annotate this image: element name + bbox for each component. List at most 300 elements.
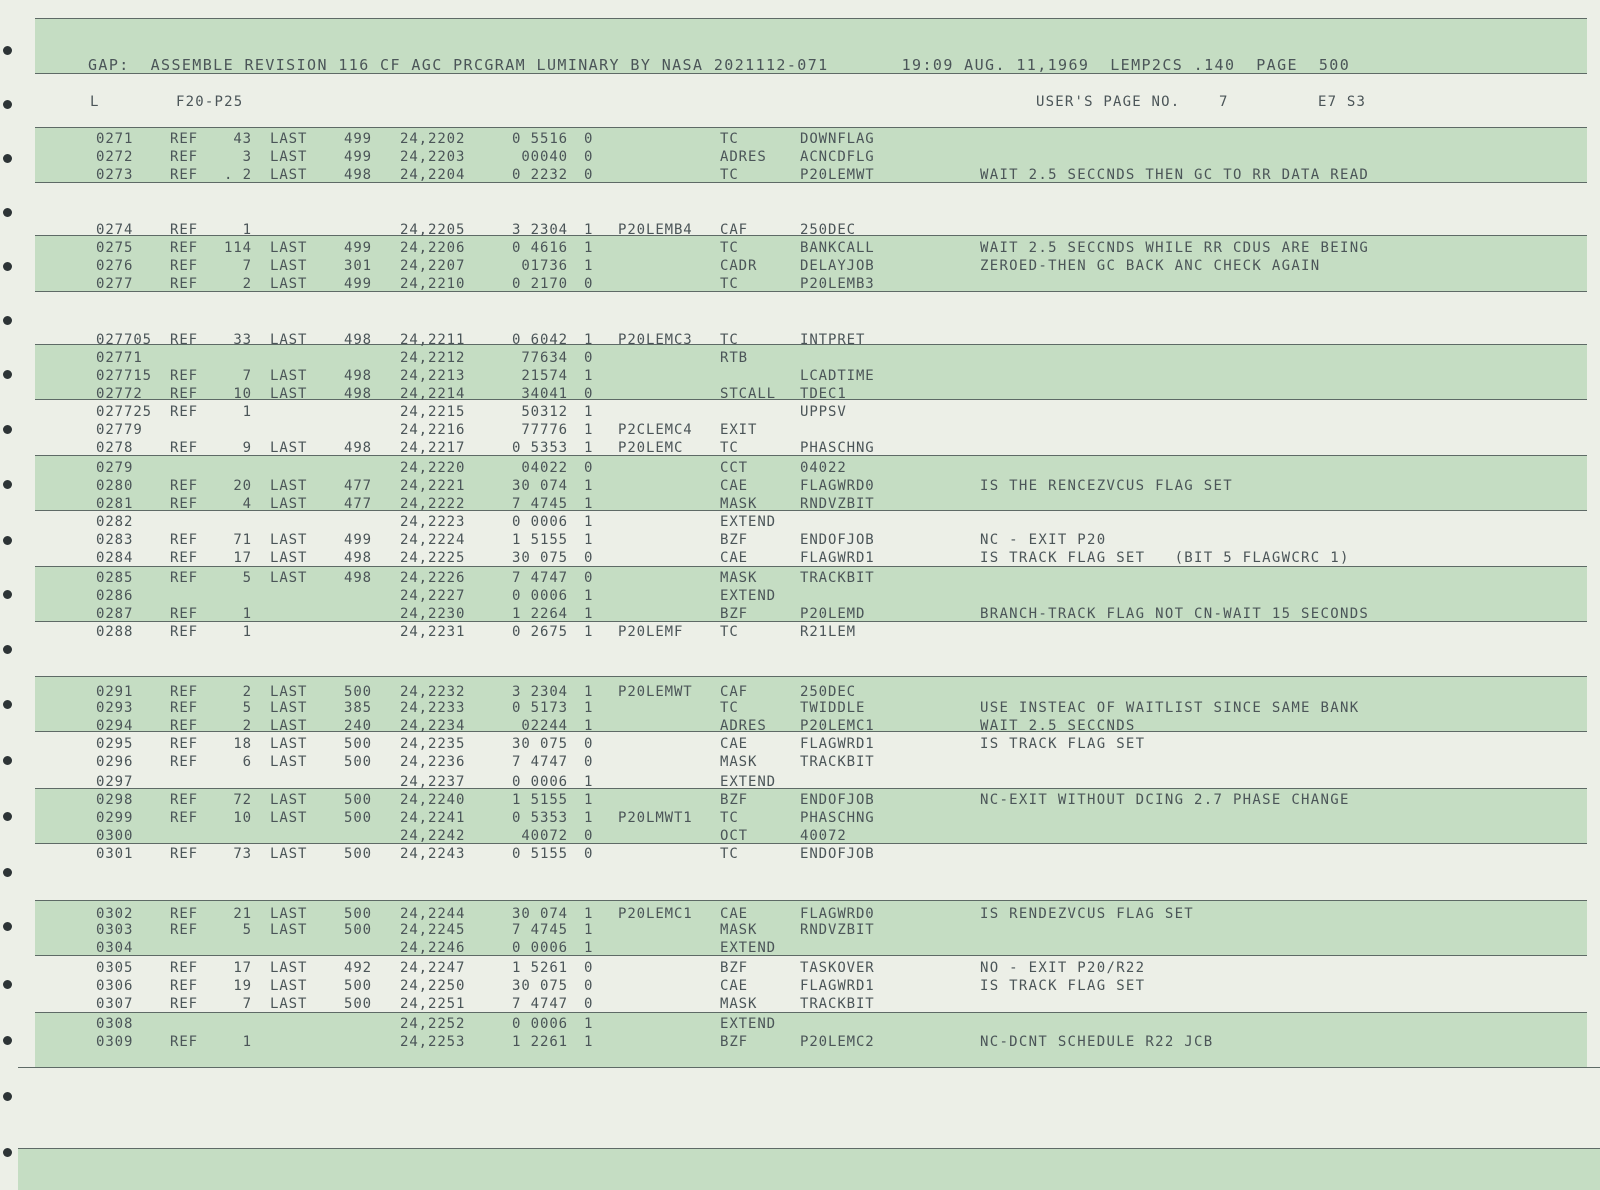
- last-keyword: LAST: [270, 386, 308, 402]
- last-keyword: LAST: [270, 332, 308, 348]
- octal-word: 7 4745: [512, 922, 568, 938]
- line-number: 0271: [96, 131, 134, 147]
- octal-word: 0 5516: [512, 131, 568, 147]
- memory-address: 24,2207: [400, 258, 466, 274]
- memory-address: 24,2232: [400, 684, 466, 700]
- ref-keyword: REF: [170, 149, 198, 165]
- listing-row: [0, 222, 1600, 241]
- parity-bit: 0: [584, 978, 594, 994]
- parity-bit: 0: [584, 846, 594, 862]
- ref-count: 7: [242, 368, 252, 384]
- memory-address: 24,2205: [400, 222, 466, 238]
- symbol-label: P2CLEMC4: [618, 422, 693, 438]
- parity-bit: 1: [584, 718, 594, 734]
- feed-hole: [3, 46, 12, 55]
- line-number: 0287: [96, 606, 134, 622]
- octal-word: 0 0006: [512, 774, 568, 790]
- memory-address: 24,2217: [400, 440, 466, 456]
- memory-address: 24,2216: [400, 422, 466, 438]
- ref-keyword: REF: [170, 846, 198, 862]
- last-line-number: 500: [344, 684, 372, 700]
- ref-count: 19: [233, 978, 252, 994]
- parity-bit: 1: [584, 332, 594, 348]
- operand: LCADTIME: [800, 368, 875, 384]
- last-keyword: LAST: [270, 810, 308, 826]
- opcode: TC: [720, 810, 739, 826]
- ref-keyword: REF: [170, 570, 198, 586]
- operand: FLAGWRD1: [800, 550, 875, 566]
- opcode: MASK: [720, 570, 758, 586]
- last-keyword: LAST: [270, 368, 308, 384]
- line-number: 0283: [96, 532, 134, 548]
- last-keyword: LAST: [270, 440, 308, 456]
- last-line-number: 499: [344, 149, 372, 165]
- operand: ENDOFJOB: [800, 532, 875, 548]
- last-keyword: LAST: [270, 570, 308, 586]
- parity-bit: 1: [584, 700, 594, 716]
- operand: TWIDDLE: [800, 700, 866, 716]
- octal-word: 1 2264: [512, 606, 568, 622]
- ref-count: 6: [242, 754, 252, 770]
- opcode: BZF: [720, 532, 748, 548]
- last-line-number: 500: [344, 810, 372, 826]
- green-band: [18, 1148, 1600, 1190]
- last-line-number: 492: [344, 960, 372, 976]
- ref-count: 2: [242, 684, 252, 700]
- user-page-number: USER'S PAGE NO. 7: [1036, 94, 1229, 110]
- last-keyword: LAST: [270, 846, 308, 862]
- last-keyword: LAST: [270, 240, 308, 256]
- parity-bit: 0: [584, 736, 594, 752]
- opcode: CAE: [720, 478, 748, 494]
- comment: WAIT 2.5 SECCNDS: [980, 718, 1136, 734]
- octal-word: 1 5155: [512, 532, 568, 548]
- memory-address: 24,2253: [400, 1034, 466, 1050]
- last-keyword: LAST: [270, 276, 308, 292]
- line-number: 0274: [96, 222, 134, 238]
- listing-row: [0, 700, 1600, 719]
- memory-address: 24,2220: [400, 460, 466, 476]
- listing-row: [0, 570, 1600, 589]
- operand: FLAGWRD1: [800, 978, 875, 994]
- line-number: 0296: [96, 754, 134, 770]
- last-line-number: 500: [344, 736, 372, 752]
- memory-address: 24,2242: [400, 828, 466, 844]
- opcode: MASK: [720, 922, 758, 938]
- comment: BRANCH-TRACK FLAG NOT CN-WAIT 15 SECONDS: [980, 606, 1370, 622]
- operand: TRACKBIT: [800, 754, 875, 770]
- line-number: 0302: [96, 906, 134, 922]
- last-line-number: 500: [344, 846, 372, 862]
- symbol-label: P20LEMWT: [618, 684, 693, 700]
- comment: IS TRACK FLAG SET (BIT 5 FLAGWCRC 1): [980, 550, 1350, 566]
- listing-row: [0, 167, 1600, 186]
- last-line-number: 477: [344, 478, 372, 494]
- last-keyword: LAST: [270, 478, 308, 494]
- ref-keyword: REF: [170, 700, 198, 716]
- opcode: BZF: [720, 960, 748, 976]
- opcode: CCT: [720, 460, 748, 476]
- ref-keyword: REF: [170, 496, 198, 512]
- last-keyword: LAST: [270, 532, 308, 548]
- octal-word: 1 5261: [512, 960, 568, 976]
- listing-row: [0, 276, 1600, 295]
- opcode: MASK: [720, 996, 758, 1012]
- line-number: 0305: [96, 960, 134, 976]
- last-keyword: LAST: [270, 978, 308, 994]
- line-number: 0276: [96, 258, 134, 274]
- last-keyword: LAST: [270, 684, 308, 700]
- listing-row: [0, 532, 1600, 551]
- memory-address: 24,2204: [400, 167, 466, 183]
- last-line-number: 499: [344, 131, 372, 147]
- opcode: STCALL: [720, 386, 776, 402]
- last-line-number: 498: [344, 332, 372, 348]
- ref-keyword: REF: [170, 276, 198, 292]
- octal-word: 02244: [521, 718, 568, 734]
- parity-bit: 0: [584, 386, 594, 402]
- opcode: TC: [720, 440, 739, 456]
- listing-row: [0, 1016, 1600, 1035]
- ref-count: 20: [233, 478, 252, 494]
- parity-bit: 1: [584, 514, 594, 530]
- listing-row: [0, 496, 1600, 515]
- operand: DOWNFLAG: [800, 131, 875, 147]
- comment: IS THE RENCEZVCUS FLAG SET: [980, 478, 1233, 494]
- parity-bit: 1: [584, 258, 594, 274]
- listing-row: [0, 149, 1600, 168]
- memory-address: 24,2213: [400, 368, 466, 384]
- listing-row: [0, 996, 1600, 1015]
- parity-bit: 1: [584, 1016, 594, 1032]
- opcode: CAF: [720, 684, 748, 700]
- memory-address: 24,2203: [400, 149, 466, 165]
- last-line-number: 498: [344, 386, 372, 402]
- octal-word: 7 4747: [512, 754, 568, 770]
- octal-word: 0 4616: [512, 240, 568, 256]
- line-number: 0295: [96, 736, 134, 752]
- opcode: TC: [720, 846, 739, 862]
- ref-count: 1: [242, 222, 252, 238]
- memory-address: 24,2224: [400, 532, 466, 548]
- listing-row: [0, 514, 1600, 533]
- line-number: 027715: [96, 368, 152, 384]
- line-number: 0293: [96, 700, 134, 716]
- line-number: 0304: [96, 940, 134, 956]
- last-keyword: LAST: [270, 906, 308, 922]
- parity-bit: 0: [584, 960, 594, 976]
- ref-count: 17: [233, 960, 252, 976]
- opcode: EXIT: [720, 422, 758, 438]
- listing-row: [0, 550, 1600, 569]
- ref-keyword: REF: [170, 440, 198, 456]
- line-number: 0278: [96, 440, 134, 456]
- ref-count: 3: [242, 149, 252, 165]
- listing-row: [0, 606, 1600, 625]
- parity-bit: 1: [584, 496, 594, 512]
- parity-bit: 1: [584, 792, 594, 808]
- octal-word: 30 074: [512, 906, 568, 922]
- operand: 250DEC: [800, 684, 856, 700]
- memory-address: 24,2251: [400, 996, 466, 1012]
- listing-row: [0, 774, 1600, 793]
- opcode: TC: [720, 240, 739, 256]
- memory-address: 24,2247: [400, 960, 466, 976]
- operand: 250DEC: [800, 222, 856, 238]
- feed-hole: [3, 868, 12, 877]
- comment: WAIT 2.5 SECCNDS THEN GC TO RR DATA READ: [980, 167, 1370, 183]
- ref-keyword: REF: [170, 684, 198, 700]
- ref-count: 4: [242, 496, 252, 512]
- parity-bit: 0: [584, 167, 594, 183]
- operand: DELAYJOB: [800, 258, 875, 274]
- listing-row: [0, 131, 1600, 150]
- octal-word: 77776: [521, 422, 568, 438]
- feed-hole: [3, 208, 12, 217]
- memory-address: 24,2235: [400, 736, 466, 752]
- octal-word: 34041: [521, 386, 568, 402]
- symbol-label: P20LEMC: [618, 440, 684, 456]
- memory-address: 24,2223: [400, 514, 466, 530]
- ref-count: 5: [242, 570, 252, 586]
- listing-row: [0, 332, 1600, 351]
- line-number: 0300: [96, 828, 134, 844]
- line-number: 0291: [96, 684, 134, 700]
- last-line-number: 499: [344, 240, 372, 256]
- ref-keyword: REF: [170, 222, 198, 238]
- ref-count: 71: [233, 532, 252, 548]
- operand: P20LEMC2: [800, 1034, 875, 1050]
- octal-word: 3 2304: [512, 222, 568, 238]
- parity-bit: 1: [584, 440, 594, 456]
- octal-word: 30 075: [512, 550, 568, 566]
- last-line-number: 477: [344, 496, 372, 512]
- memory-address: 24,2246: [400, 940, 466, 956]
- last-line-number: 500: [344, 792, 372, 808]
- rule-line: [18, 1148, 1600, 1149]
- octal-word: 0 5353: [512, 810, 568, 826]
- ref-count: 10: [233, 386, 252, 402]
- comment: NC - EXIT P20: [980, 532, 1107, 548]
- listing-row: [0, 846, 1600, 865]
- symbol-label: P20LEMC3: [618, 332, 693, 348]
- sheet-code: E7 S3: [1318, 94, 1367, 110]
- listing-row: [0, 404, 1600, 423]
- opcode: ADRES: [720, 149, 767, 165]
- octal-word: 0 5173: [512, 700, 568, 716]
- memory-address: 24,2234: [400, 718, 466, 734]
- octal-word: 1 5155: [512, 792, 568, 808]
- comment: IS TRACK FLAG SET: [980, 978, 1146, 994]
- parity-bit: 1: [584, 532, 594, 548]
- ref-keyword: REF: [170, 922, 198, 938]
- opcode: RTB: [720, 350, 748, 366]
- ref-keyword: REF: [170, 478, 198, 494]
- feed-hole: [3, 1092, 12, 1101]
- ref-keyword: REF: [170, 131, 198, 147]
- listing-row: [0, 624, 1600, 643]
- ref-keyword: REF: [170, 368, 198, 384]
- ref-keyword: REF: [170, 532, 198, 548]
- line-number: 0307: [96, 996, 134, 1012]
- ref-keyword: REF: [170, 167, 198, 183]
- memory-address: 24,2252: [400, 1016, 466, 1032]
- rule-line: [35, 127, 1587, 128]
- operand: P20LEMD: [800, 606, 866, 622]
- last-line-number: 500: [344, 906, 372, 922]
- memory-address: 24,2245: [400, 922, 466, 938]
- octal-word: 40072: [521, 828, 568, 844]
- opcode: BZF: [720, 606, 748, 622]
- line-number: 0309: [96, 1034, 134, 1050]
- listing-row: [0, 368, 1600, 387]
- listing-row: [0, 828, 1600, 847]
- memory-address: 24,2212: [400, 350, 466, 366]
- comment: NO - EXIT P20/R22: [980, 960, 1146, 976]
- memory-address: 24,2214: [400, 386, 466, 402]
- opcode: EXTEND: [720, 940, 776, 956]
- ref-count: 1: [242, 606, 252, 622]
- operand: ENDOFJOB: [800, 846, 875, 862]
- parity-bit: 1: [584, 684, 594, 700]
- comment: IS TRACK FLAG SET: [980, 736, 1146, 752]
- last-keyword: LAST: [270, 996, 308, 1012]
- memory-address: 24,2210: [400, 276, 466, 292]
- octal-word: 0 0006: [512, 940, 568, 956]
- ref-keyword: REF: [170, 754, 198, 770]
- operand: 04022: [800, 460, 847, 476]
- ref-count: 72: [233, 792, 252, 808]
- listing-row: [0, 240, 1600, 259]
- listing-row: [0, 422, 1600, 441]
- parity-bit: 1: [584, 422, 594, 438]
- listing-row: [0, 460, 1600, 479]
- listing-row: [0, 810, 1600, 829]
- ref-keyword: REF: [170, 240, 198, 256]
- opcode: MASK: [720, 496, 758, 512]
- last-keyword: LAST: [270, 754, 308, 770]
- listing-code: L: [90, 94, 100, 110]
- line-number: 0298: [96, 792, 134, 808]
- parity-bit: 1: [584, 624, 594, 640]
- symbol-label: P20LEMF: [618, 624, 684, 640]
- last-line-number: 498: [344, 368, 372, 384]
- operand: RNDVZBIT: [800, 496, 875, 512]
- last-keyword: LAST: [270, 736, 308, 752]
- opcode: TC: [720, 700, 739, 716]
- ref-count: 10: [233, 810, 252, 826]
- opcode: EXTEND: [720, 774, 776, 790]
- last-keyword: LAST: [270, 149, 308, 165]
- ref-keyword: REF: [170, 718, 198, 734]
- line-number: 02772: [96, 386, 143, 402]
- opcode: TC: [720, 276, 739, 292]
- operand: FLAGWRD0: [800, 906, 875, 922]
- last-line-number: 498: [344, 570, 372, 586]
- opcode: CAE: [720, 906, 748, 922]
- listing-row: [0, 350, 1600, 369]
- opcode: EXTEND: [720, 1016, 776, 1032]
- opcode: CAE: [720, 550, 748, 566]
- parity-bit: 1: [584, 810, 594, 826]
- ref-keyword: REF: [170, 978, 198, 994]
- operand: UPPSV: [800, 404, 847, 420]
- opcode: MASK: [720, 754, 758, 770]
- ref-keyword: REF: [170, 332, 198, 348]
- octal-word: 50312: [521, 404, 568, 420]
- operand: P20LEMB3: [800, 276, 875, 292]
- operand: P20LEMWT: [800, 167, 875, 183]
- opcode: EXTEND: [720, 514, 776, 530]
- comment: USE INSTEAC OF WAITLIST SINCE SAME BANK: [980, 700, 1360, 716]
- listing-row: [0, 440, 1600, 459]
- last-line-number: 498: [344, 167, 372, 183]
- rule-line: [35, 676, 1587, 677]
- feed-hole: [3, 645, 12, 654]
- parity-bit: 1: [584, 222, 594, 238]
- octal-word: 0 2675: [512, 624, 568, 640]
- ref-count: 1: [242, 1034, 252, 1050]
- parity-bit: 0: [584, 460, 594, 476]
- parity-bit: 1: [584, 1034, 594, 1050]
- memory-address: 24,2221: [400, 478, 466, 494]
- octal-word: 00040: [521, 149, 568, 165]
- octal-word: 21574: [521, 368, 568, 384]
- line-number: 0282: [96, 514, 134, 530]
- ref-keyword: REF: [170, 404, 198, 420]
- line-number: 0273: [96, 167, 134, 183]
- opcode: EXTEND: [720, 588, 776, 604]
- octal-word: 0 0006: [512, 588, 568, 604]
- octal-word: 0 0006: [512, 1016, 568, 1032]
- listing-header: GAP: ASSEMBLE REVISION 116 CF AGC PRCGRAM LUMINARY BY NASA 2021112-071 19:09 AUG. 11,1969 LEMP2CS .140 PAGE 500: [88, 56, 1351, 74]
- last-keyword: LAST: [270, 258, 308, 274]
- operand: RNDVZBIT: [800, 922, 875, 938]
- memory-address: 24,2243: [400, 846, 466, 862]
- parity-bit: 1: [584, 478, 594, 494]
- ref-count: 17: [233, 550, 252, 566]
- last-keyword: LAST: [270, 922, 308, 938]
- ref-count: 9: [242, 440, 252, 456]
- octal-word: 0 2232: [512, 167, 568, 183]
- memory-address: 24,2222: [400, 496, 466, 512]
- line-number: 02779: [96, 422, 143, 438]
- memory-address: 24,2250: [400, 978, 466, 994]
- ref-keyword: REF: [170, 258, 198, 274]
- comment: NC-DCNT SCHEDULE R22 JCB: [980, 1034, 1214, 1050]
- rule-line: [18, 1067, 1600, 1068]
- ref-count: 7: [242, 996, 252, 1012]
- memory-address: 24,2233: [400, 700, 466, 716]
- ref-keyword: REF: [170, 386, 198, 402]
- listing-row: [0, 940, 1600, 959]
- memory-address: 24,2211: [400, 332, 466, 348]
- line-number: 0275: [96, 240, 134, 256]
- parity-bit: 1: [584, 240, 594, 256]
- opcode: TC: [720, 131, 739, 147]
- line-number: 027725: [96, 404, 152, 420]
- listing-row: [0, 960, 1600, 979]
- last-line-number: 500: [344, 754, 372, 770]
- operand: BANKCALL: [800, 240, 875, 256]
- octal-word: 0 5353: [512, 440, 568, 456]
- opcode: ADRES: [720, 718, 767, 734]
- line-number: 0306: [96, 978, 134, 994]
- listing-row: [0, 736, 1600, 755]
- ref-keyword: REF: [170, 906, 198, 922]
- last-line-number: 498: [344, 550, 372, 566]
- ref-count: 2: [242, 718, 252, 734]
